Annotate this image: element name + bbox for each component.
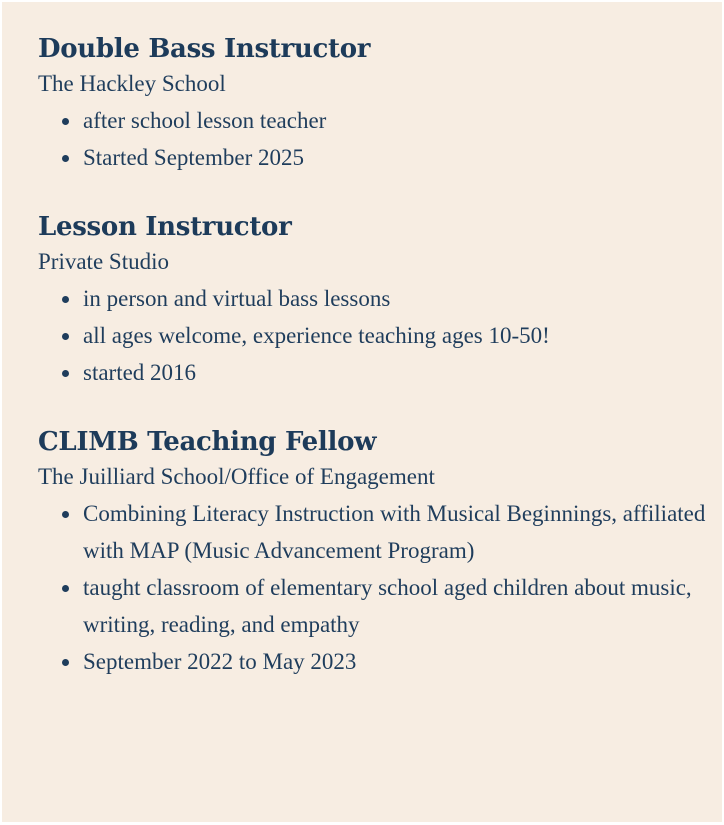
job-title: Double Bass Instructor [38, 34, 371, 64]
duty-item: in person and virtual bass lessons [83, 280, 718, 317]
job-entry-lesson-instructor [38, 210, 718, 391]
experience-list [38, 32, 718, 714]
job-entry-climb-teaching-fellow [38, 425, 718, 680]
job-title: CLIMB Teaching Fellow [38, 427, 377, 457]
job-organization: Private Studio [38, 249, 169, 274]
duty-item: all ages welcome, experience teaching ages 10-50! [83, 317, 718, 354]
job-title: Lesson Instructor [38, 212, 292, 242]
duty-item: taught classroom of elementary school aged children about music, writing, reading, and empathy [83, 569, 718, 643]
duty-item: started 2016 [83, 354, 718, 391]
duty-item: Combining Literacy Instruction with Musical Beginnings, affiliated with MAP (Music Advancement Program) [83, 495, 718, 569]
job-entry-double-bass-instructor [38, 32, 718, 176]
duties-list [38, 102, 718, 176]
job-organization: The Juilliard School/Office of Engagement [38, 464, 435, 489]
duties-list [38, 495, 718, 680]
duty-item: September 2022 to May 2023 [83, 643, 718, 680]
job-organization: The Hackley School [38, 71, 226, 96]
duty-item: Started September 2025 [83, 139, 718, 176]
duties-list [38, 280, 718, 391]
duty-item: after school lesson teacher [83, 102, 718, 139]
experience-panel [2, 2, 722, 822]
